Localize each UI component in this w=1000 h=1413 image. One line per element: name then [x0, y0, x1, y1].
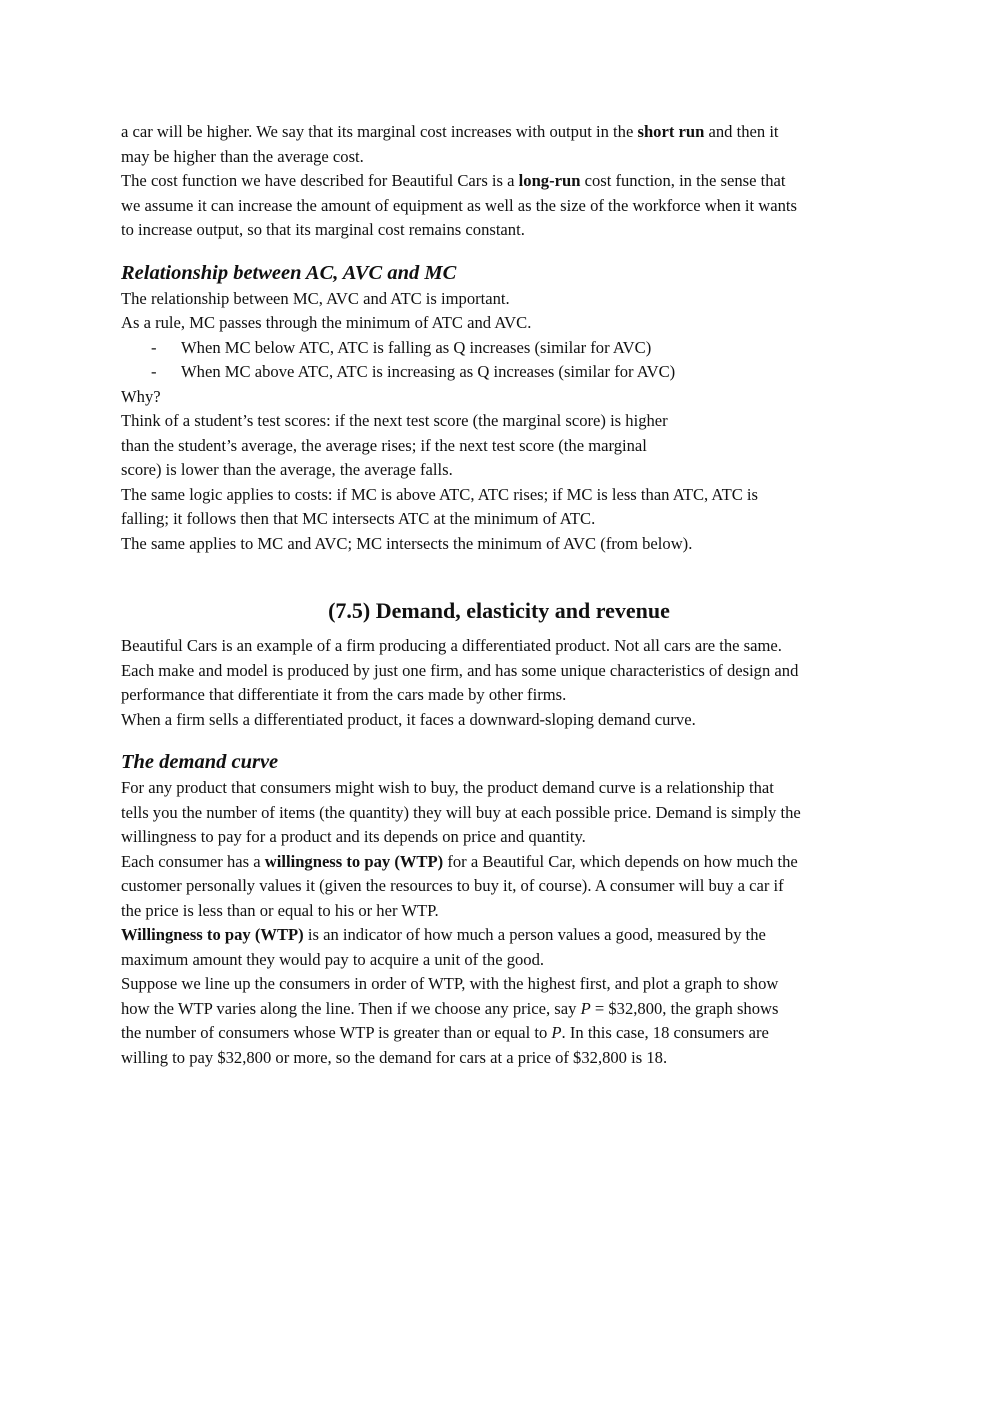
text-line [121, 997, 881, 1022]
text-line [121, 169, 881, 194]
text-run: and then it [704, 122, 779, 141]
text-run: = $32,800, the graph shows [590, 998, 779, 1018]
text-run: cost function, in the sense that [580, 171, 786, 190]
relationship-section [121, 259, 881, 557]
dash-marker: - [151, 337, 157, 357]
text-line: The same logic applies to costs: if MC is above ATC, ATC rises; if MC is less than ATC, ATC is [121, 484, 758, 504]
text-line: we assume it can increase the amount of equipment as well as the size of the workforce when it wants [121, 195, 797, 215]
text-line: The same applies to MC and AVC; MC intersects the minimum of AVC (from below). [121, 533, 693, 553]
italic-variable: P [580, 998, 591, 1018]
subheading: The demand curve [121, 751, 279, 773]
text-line: As a rule, MC passes through the minimum of ATC and AVC. [121, 313, 532, 332]
text-run: the number of consumers whose WTP is greater than or equal to [121, 1023, 552, 1042]
bold-term: Willingness to pay (WTP) [121, 925, 304, 944]
text-run: for a Beautiful Car, which depends on how much the [443, 851, 798, 871]
text-line: customer personally values it (given the resources to buy it, of course). A consumer will buy a car if [121, 876, 784, 895]
text-line: tells you the number of items (the quantity) they will buy at each possible price. Demand is simply the [121, 802, 801, 822]
list-item-text: When MC above ATC, ATC is increasing as Q increases (similar for AVC) [181, 362, 676, 381]
text-line: score) is lower than the average, the average falls. [121, 460, 453, 479]
bold-term: short run [637, 122, 705, 141]
text-line: Suppose we line up the consumers in order of WTP, with the highest first, and plot a graph to show [121, 974, 779, 993]
text-line: the price is less than or equal to his or her WTP. [121, 900, 439, 920]
text-line: The relationship between MC, AVC and ATC is important. [121, 288, 510, 308]
text-line: performance that differentiate it from the cars made by other firms. [121, 685, 567, 704]
text-line: When a firm sells a differentiated product, it faces a downward-sloping demand curve. [121, 709, 696, 729]
bold-term: long-run [518, 171, 581, 190]
text-line [121, 923, 881, 948]
list-item [121, 360, 881, 385]
text-run: a car will be higher. We say that its marginal cost increases with output in the [121, 122, 638, 141]
text-line: willingness to pay for a product and its depends on price and quantity. [121, 827, 586, 846]
text-line: Think of a student’s test scores: if the next test score (the marginal score) is higher [121, 411, 668, 430]
demand-curve-section [121, 748, 881, 1070]
text-line: Beautiful Cars is an example of a firm producing a differentiated product. Not all cars are the same. [121, 636, 782, 655]
dash-marker: - [151, 362, 157, 381]
list-item-text: When MC below ATC, ATC is falling as Q increases (similar for AVC) [181, 337, 652, 357]
text-line: to increase output, so that its marginal cost remains constant. [121, 220, 525, 239]
text-run: . In this case, 18 consumers are [561, 1023, 769, 1042]
document-page [121, 120, 881, 1070]
text-line: Each make and model is produced by just one firm, and has some unique characteristics of design and [121, 660, 799, 680]
text-line: than the student’s average, the average rises; if the next test score (the marginal [121, 435, 647, 455]
italic-variable: P [551, 1023, 562, 1042]
subheading: Relationship between AC, AVC and MC [121, 261, 457, 284]
intro-paragraph [121, 120, 881, 243]
text-line: For any product that consumers might wish to buy, the product demand curve is a relationship that [121, 778, 774, 797]
text-line: maximum amount they would pay to acquire a unit of the good. [121, 949, 545, 969]
bold-term: willingness to pay (WTP) [264, 851, 444, 871]
text-line: falling; it follows then that MC intersects ATC at the minimum of ATC. [121, 509, 596, 528]
text-line: may be higher than the average cost. [121, 146, 364, 166]
text-run: is an indicator of how much a person values a good, measured by the [303, 925, 766, 944]
text-line [121, 1021, 881, 1046]
text-line: willing to pay $32,800 or more, so the demand for cars at a price of $32,800 is 18. [121, 1047, 668, 1067]
text-line: Why? [121, 386, 161, 406]
demand-section [121, 596, 881, 732]
text-run: Each consumer has a [121, 851, 265, 871]
text-run: how the WTP varies along the line. Then if we choose any price, say [121, 998, 581, 1018]
text-line [121, 120, 881, 145]
text-run: The cost function we have described for Beautiful Cars is a [121, 171, 519, 190]
text-line [121, 850, 881, 875]
list-item [121, 336, 881, 361]
section-title: (7.5) Demand, elasticity and revenue [328, 598, 670, 623]
